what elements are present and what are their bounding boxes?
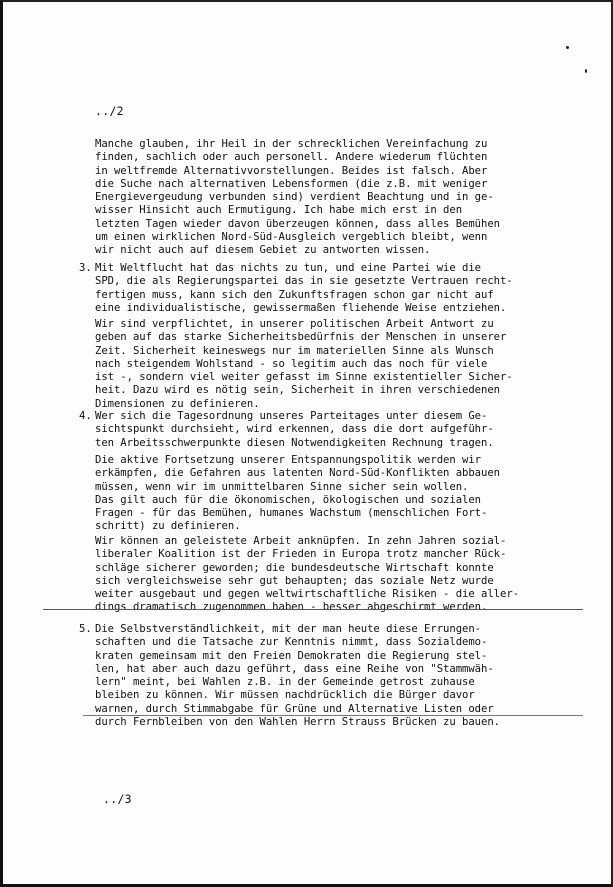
paragraph — [95, 318, 565, 411]
text-line: Das gilt auch für die ökonomischen, ökologischen und sozialen — [95, 493, 482, 506]
text-line: nach steigendem Wohlstand - so legitim auch das noch für viele — [95, 357, 488, 370]
paragraph — [95, 138, 565, 258]
text-line: erkämpfen, die Gefahren aus latenten Nord-Süd-Konflikten abbauen — [95, 467, 500, 480]
text-line: Energievergeudung verbunden sind) verdient Beachtung und in ge- — [95, 191, 494, 204]
text-line: ist -, sondern viel weiter gefasst im Sinne existentieller Sicher- — [95, 371, 513, 384]
scan-speck — [585, 69, 587, 73]
text-line: Wir können an geleistete Arbeit anknüpfen. In zehn Jahren sozial- — [95, 535, 507, 547]
separator-line-bottom — [83, 715, 583, 716]
text-line: sichtspunkt durchsieht, wird erkennen, dass die dort aufgeführ- — [95, 423, 494, 436]
paragraph-number: 4. — [79, 410, 92, 422]
text-line: die Suche nach alternativen Lebensformen (die z.B. mit weniger — [95, 177, 488, 190]
text-line: Wir sind verpflichtet, in unserer politischen Arbeit Antwort zu — [95, 318, 494, 330]
page-marker-bottom: ../3 — [103, 792, 132, 806]
text-line: geben auf das starke Sicherheitsbedürfnis der Menschen in unserer — [95, 331, 507, 344]
separator-line — [43, 609, 583, 610]
text-line: Die aktive Fortsetzung unserer Entspannungspolitik werden wir — [95, 454, 482, 466]
text-line: schritt) zu definieren. — [95, 520, 241, 533]
text-line: Fragen - für das Bemühen, humanes Wachstum (menschlichen Fort- — [95, 507, 488, 520]
text-line: len, hat aber auch dazu geführt, dass eine Reihe von "Stammwäh- — [95, 662, 494, 675]
text-line: liberaler Koalition ist der Frieden in Europa trotz mancher Rück- — [95, 548, 507, 561]
page-marker-top: ../2 — [95, 104, 124, 118]
text-line: wisser Hinsicht auch Ermutigung. Ich habe mich erst in den — [95, 204, 463, 217]
text-line: Zeit. Sicherheit keineswegs nur im materiellen Sinne als Wunsch — [95, 344, 494, 357]
text-line: eine individualistische, gewissermaßen fliehende Weise entziehen. — [95, 301, 507, 314]
text-line: fertigen muss, kann sich den Zukunftsfragen schon gar nicht auf — [95, 288, 494, 301]
text-line: in weltfremde Alternativvorstellungen. Beides ist falsch. Aber — [95, 164, 488, 177]
text-line: bleiben zu können. Wir müssen nachdrücklich die Bürger davor — [95, 689, 475, 702]
paragraph — [95, 623, 565, 729]
scan-speck — [566, 46, 569, 49]
text-line: lern" meint, bei Wahlen z.B. in der Gemeinde getrost zuhause — [95, 676, 475, 689]
text-line: letzten Tagen wieder davon überzeugen können, dass alles Bemühen — [95, 217, 500, 230]
text-line: heit. Dazu wird es nötig sein, Sicherheit in ihren verschiedenen — [95, 384, 500, 397]
text-line: müssen, wenn wir im unmittelbaren Sinne sicher sein wollen. — [95, 480, 469, 493]
paragraph — [95, 262, 565, 315]
paragraph-number: 5. — [79, 623, 92, 635]
paragraph — [95, 410, 565, 450]
text-line: um einen wirklichen Nord-Süd-Ausgleich vergeblich bleibt, wenn — [95, 231, 488, 244]
text-line: weiter ausgebaut und gegen weltwirtschaftliche Risiken - die aller- — [95, 588, 519, 601]
text-line: schaften und die Tatsache zur Kenntnis nimmt, dass Sozialdemo- — [95, 636, 488, 649]
text-line: sich vergleichsweise sehr gut behaupten; das soziale Netz wurde — [95, 574, 494, 587]
text-line: Dimensionen zu definieren. — [95, 397, 260, 410]
text-line: schläge sicherer geworden; die bundesdeutsche Wirtschaft konnte — [95, 561, 494, 574]
text-line: durch Fernbleiben von den Wahlen Herrn Strauss Brücken zu bauen. — [95, 716, 500, 729]
text-line: wir nicht auch auf diesem Gebiet zu antworten wissen. — [95, 244, 431, 257]
text-line: Die Selbstverständlichkeit, mit der man heute diese Errungen- — [95, 623, 482, 635]
paragraph — [95, 535, 565, 615]
text-line: Manche glauben, ihr Heil in der schrecklichen Vereinfachung zu — [95, 138, 488, 150]
paragraph — [95, 454, 565, 534]
text-line: finden, sachlich oder auch personell. Andere wiederum flüchten — [95, 151, 488, 164]
text-line: Wer sich die Tagesordnung unseres Parteitages unter diesem Ge- — [95, 410, 488, 422]
text-line: ten Arbeitsschwerpunkte diesen Notwendigkeiten Rechnung tragen. — [95, 436, 494, 449]
text-line: SPD, die als Regierungspartei das in sie gesetzte Vertrauen recht- — [95, 275, 513, 288]
text-line: dings dramatisch zugenommen haben - besser abgeschirmt werden. — [95, 601, 488, 614]
text-line: kraten gemeinsam mit den Freien Demokraten die Regierung stel- — [95, 649, 488, 662]
paragraph-number: 3. — [79, 262, 92, 274]
text-line: Mit Weltflucht hat das nichts zu tun, und eine Partei wie die — [95, 262, 482, 274]
text-line: warnen, durch Stimmabgabe für Grüne und Alternative Listen oder — [95, 702, 494, 715]
